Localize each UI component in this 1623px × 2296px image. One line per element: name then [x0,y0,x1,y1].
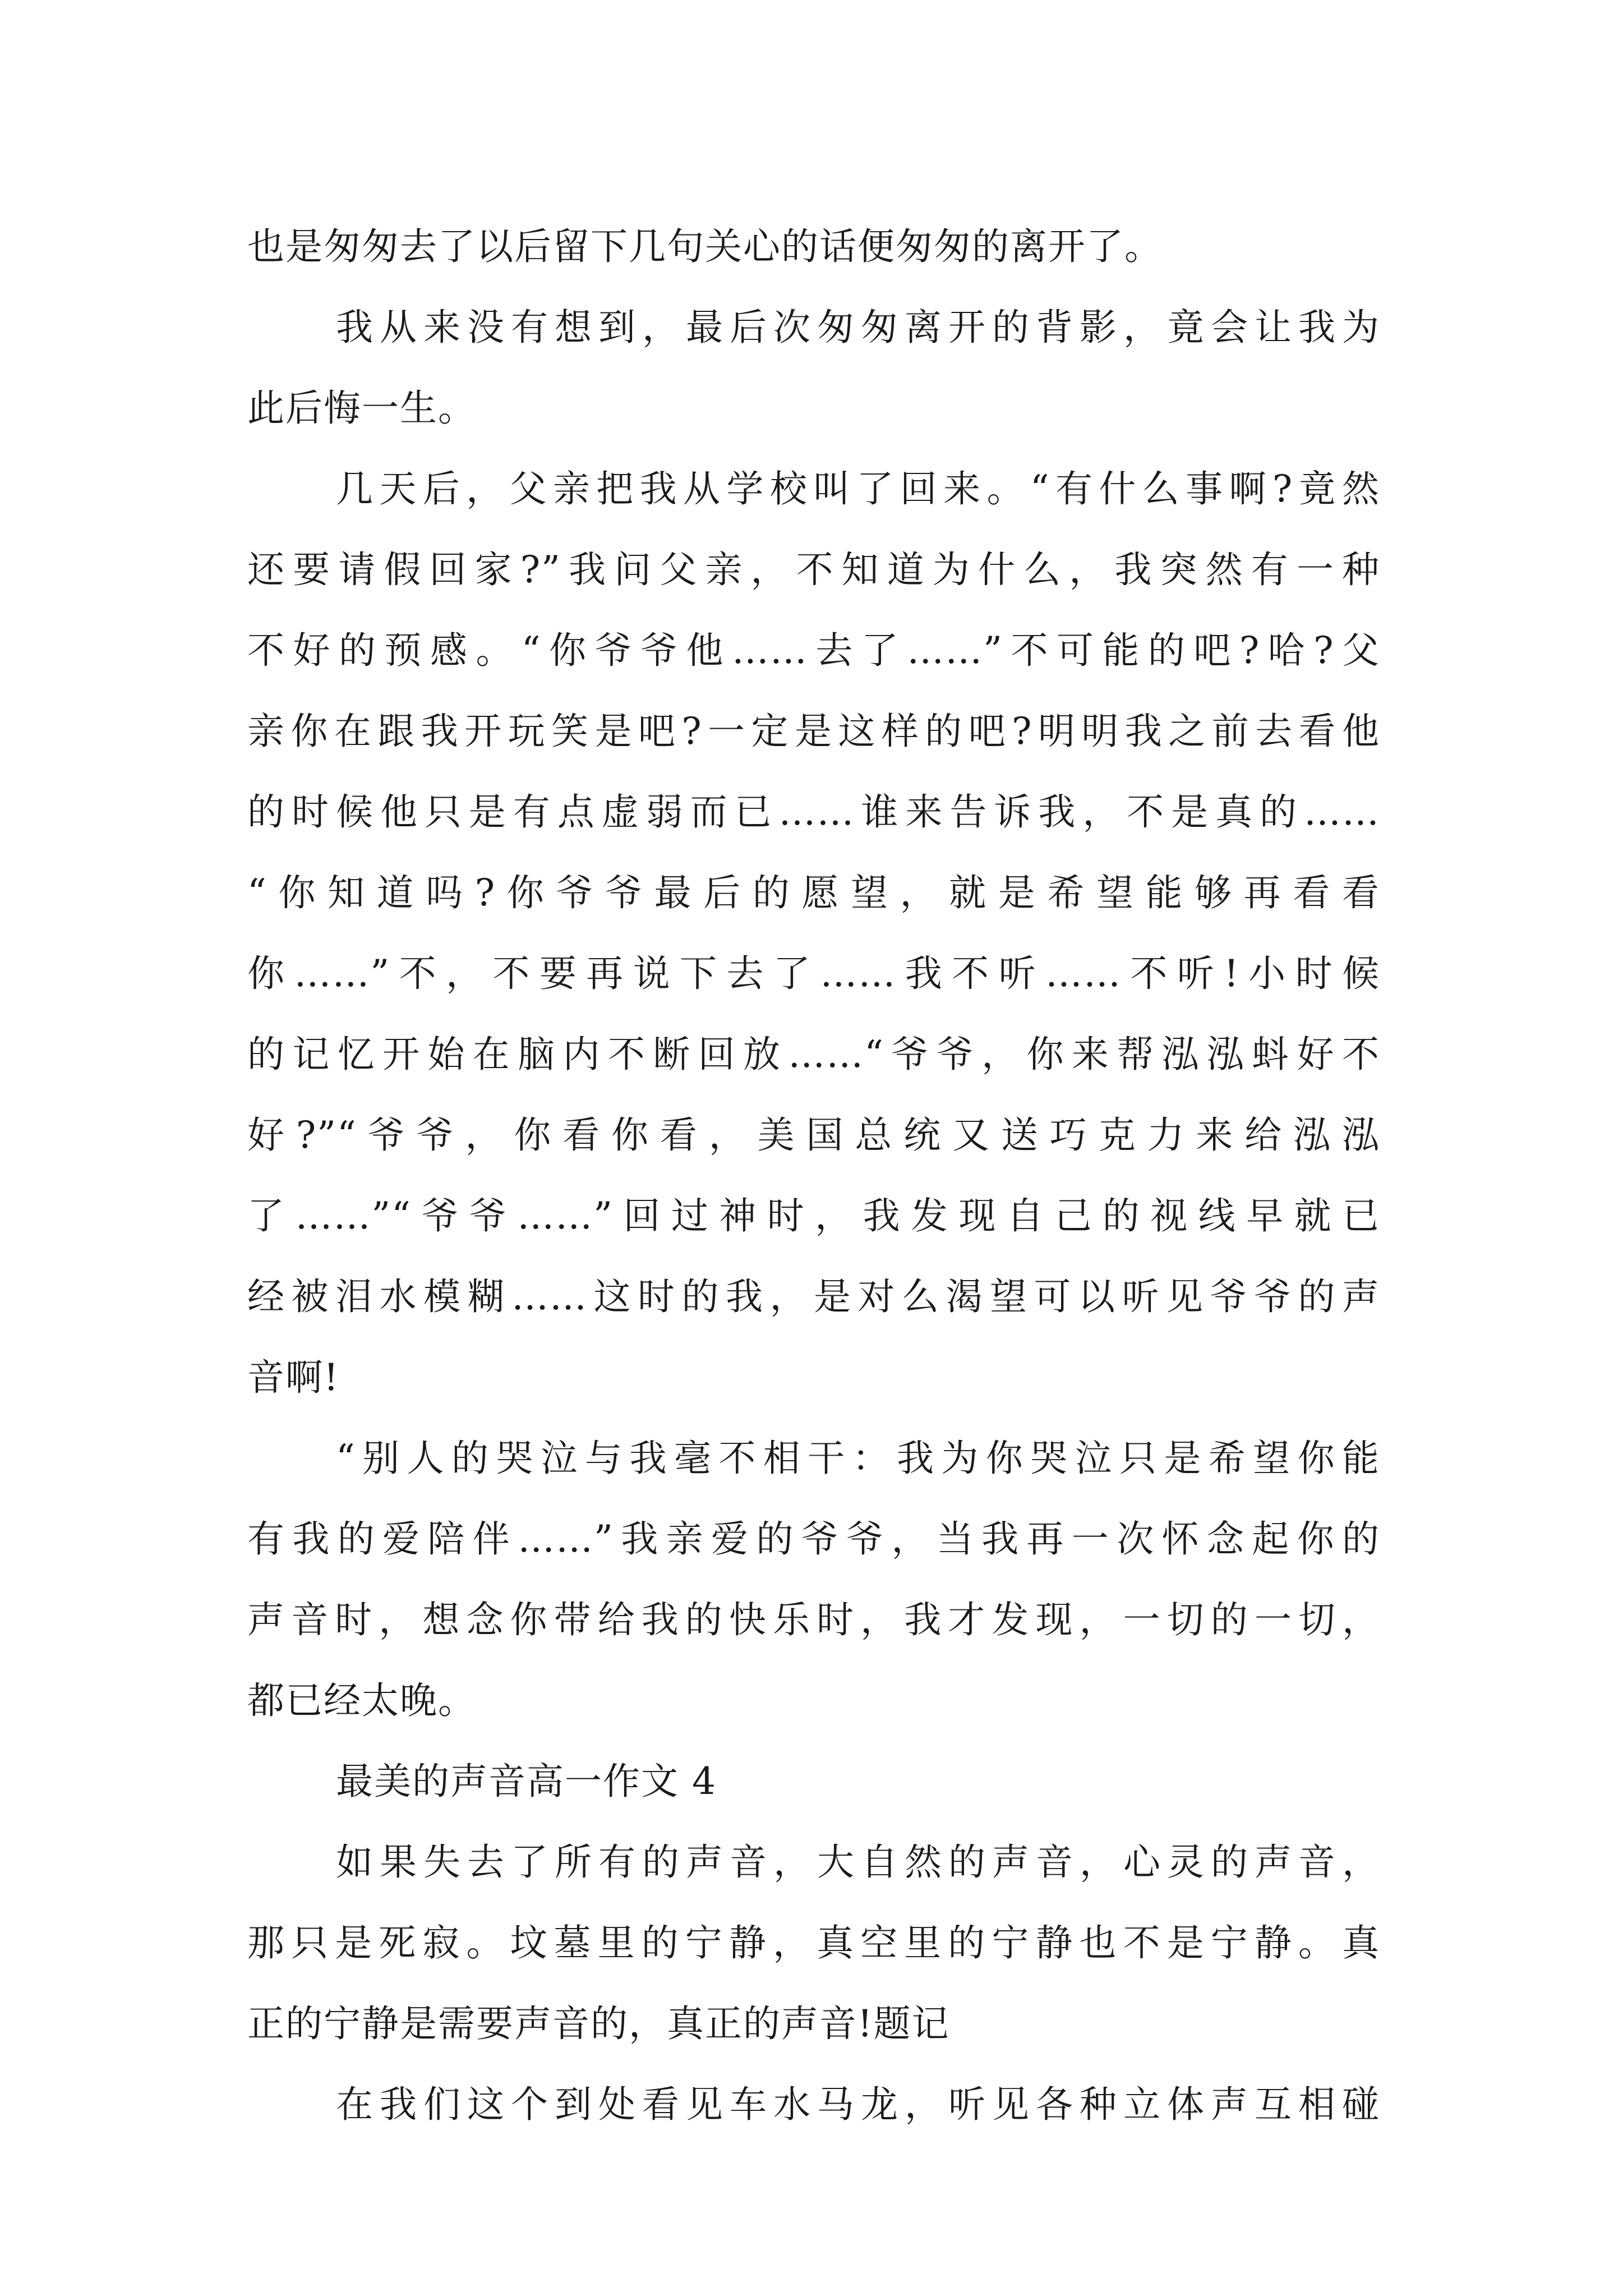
text-line: 都已经太晚。 [247,1679,476,1722]
text-line: 音啊! [247,1356,340,1399]
text-line: 声音时，想念你带给我的快乐时，我才发现，一切的一切， [247,1598,1380,1641]
text-line: 有我的爱陪伴……”我亲爱的爷爷，当我再一次怀念起你的 [247,1517,1380,1561]
text-line: 那只是死寂。坟墓里的宁静，真空里的宁静也不是宁静。真 [247,1921,1380,1964]
text-line: 你……”不，不要再说下去了……我不听……不听!小时候 [247,952,1380,995]
text-line: 此后悔一生。 [247,386,476,430]
text-line: 的记忆开始在脑内不断回放……“爷爷，你来帮泓泓蚪好不 [247,1033,1380,1076]
text-line: 好?”“爷爷，你看你看，美国总统又送巧克力来给泓泓 [247,1114,1380,1157]
text-line: 在我们这个到处看见车水马龙，听见各种立体声互相碰 [336,2083,1380,2126]
text-line: “别人的哭泣与我毫不相干：我为你哭泣只是希望你能 [336,1437,1380,1480]
text-line: 的时候他只是有点虚弱而已……谁来告诉我，不是真的…… [247,790,1380,834]
text-line: 我从来没有想到，最后次匆匆离开的背影，竟会让我为 [336,306,1380,349]
text-line: 也是匆匆去了以后留下几句关心的话便匆匆的离开了。 [247,225,1163,268]
essay-body [247,206,1380,2145]
text-line: 几天后，父亲把我从学校叫了回来。“有什么事啊?竟然 [336,467,1380,510]
text-line: 不好的预感。“你爷爷他……去了……”不可能的吧?哈?父 [247,629,1380,672]
text-line: 了……”“爷爷……”回过神时，我发现自己的视线早就已 [247,1194,1380,1237]
text-line: 经被泪水模糊……这时的我，是对么渴望可以听见爷爷的声 [247,1275,1380,1318]
text-line: 正的宁静是需要声音的，真正的声音!题记 [247,2002,950,2045]
text-line: “你知道吗?你爷爷最后的愿望，就是希望能够再看看 [247,871,1380,914]
text-line: 还要请假回家?”我问父亲，不知道为什么，我突然有一种 [247,548,1380,591]
text-line: 亲你在跟我开玩笑是吧?一定是这样的吧?明明我之前去看他 [247,710,1380,753]
section-heading: 最美的声音高一作文 4 [336,1760,717,1803]
text-line: 如果失去了所有的声音，大自然的声音，心灵的声音， [336,1841,1380,1884]
